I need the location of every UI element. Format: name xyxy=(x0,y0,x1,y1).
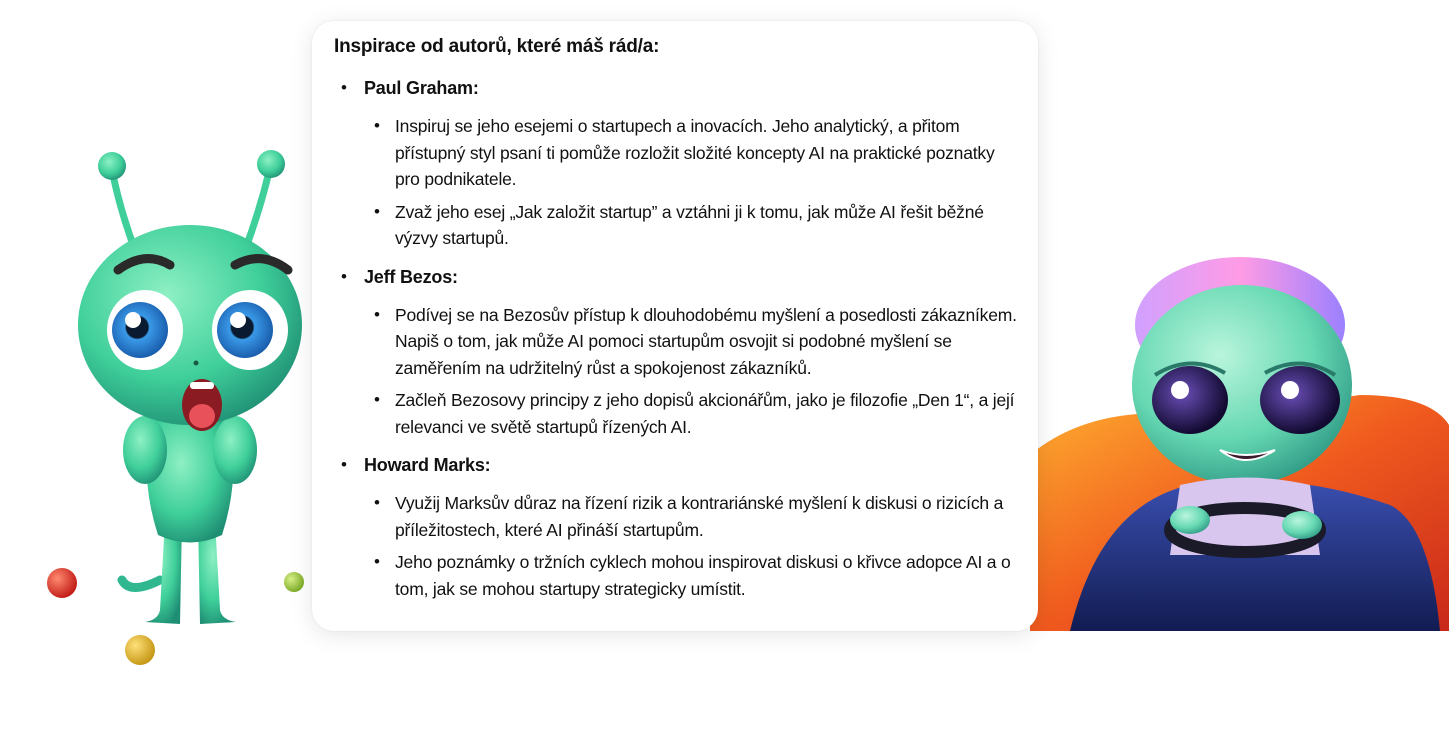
point-list xyxy=(364,113,1020,252)
author-list xyxy=(334,77,1020,602)
author-item-jeff-bezos xyxy=(334,266,1020,441)
list-item: • Začleň Bezosovy principy z jeho dopisů akcionářům, jako je filozofie „Den 1“, a její relevanci ve světě startupů řízených AI. xyxy=(364,387,1020,440)
alien-driving-car-illustration xyxy=(1030,255,1449,631)
list-item: • Využij Marksův důraz na řízení rizik a kontrariánské myšlení k diskusi o rizicích a příležitostech, které AI přináší startupům. xyxy=(364,490,1020,543)
point-list xyxy=(364,302,1020,441)
list-item: • Zvaž jeho esej „Jak založit startup” a vztáhni ji k tomu, jak může AI řešit běžné výzvy startupů. xyxy=(364,199,1020,252)
list-item: • Inspiruj se jeho esejemi o startupech a inovacích. Jeho analytický, a přitom přístupný styl psaní ti pomůže rozložit složité koncepty AI na praktické poznatky pro podnikatele. xyxy=(364,113,1020,193)
point-list xyxy=(364,490,1020,602)
card-title: Inspirace od autorů, které máš rád/a: xyxy=(334,36,660,57)
surprised-alien-illustration xyxy=(40,150,320,670)
list-item: • Podívej se na Bezosův přístup k dlouhodobému myšlení a posedlosti zákazníkem. Napiš o tom, jak může AI pomoci startupům osvojit si podobné myšlení se zaměřením na udržitelný růst a spokojenost zákazníků. xyxy=(364,302,1020,382)
author-name: • Jeff Bezos: xyxy=(364,266,458,287)
author-item-paul-graham xyxy=(334,77,1020,252)
list-item: • Jeho poznámky o tržních cyklech mohou inspirovat diskusi o křivce adopce AI a o tom, jak se mohou startupy strategicky umístit. xyxy=(364,549,1020,602)
author-name: • Paul Graham: xyxy=(364,78,479,98)
author-item-howard-marks xyxy=(334,454,1020,602)
author-name: • Howard Marks: xyxy=(364,455,491,475)
inspiration-card xyxy=(312,21,1038,631)
